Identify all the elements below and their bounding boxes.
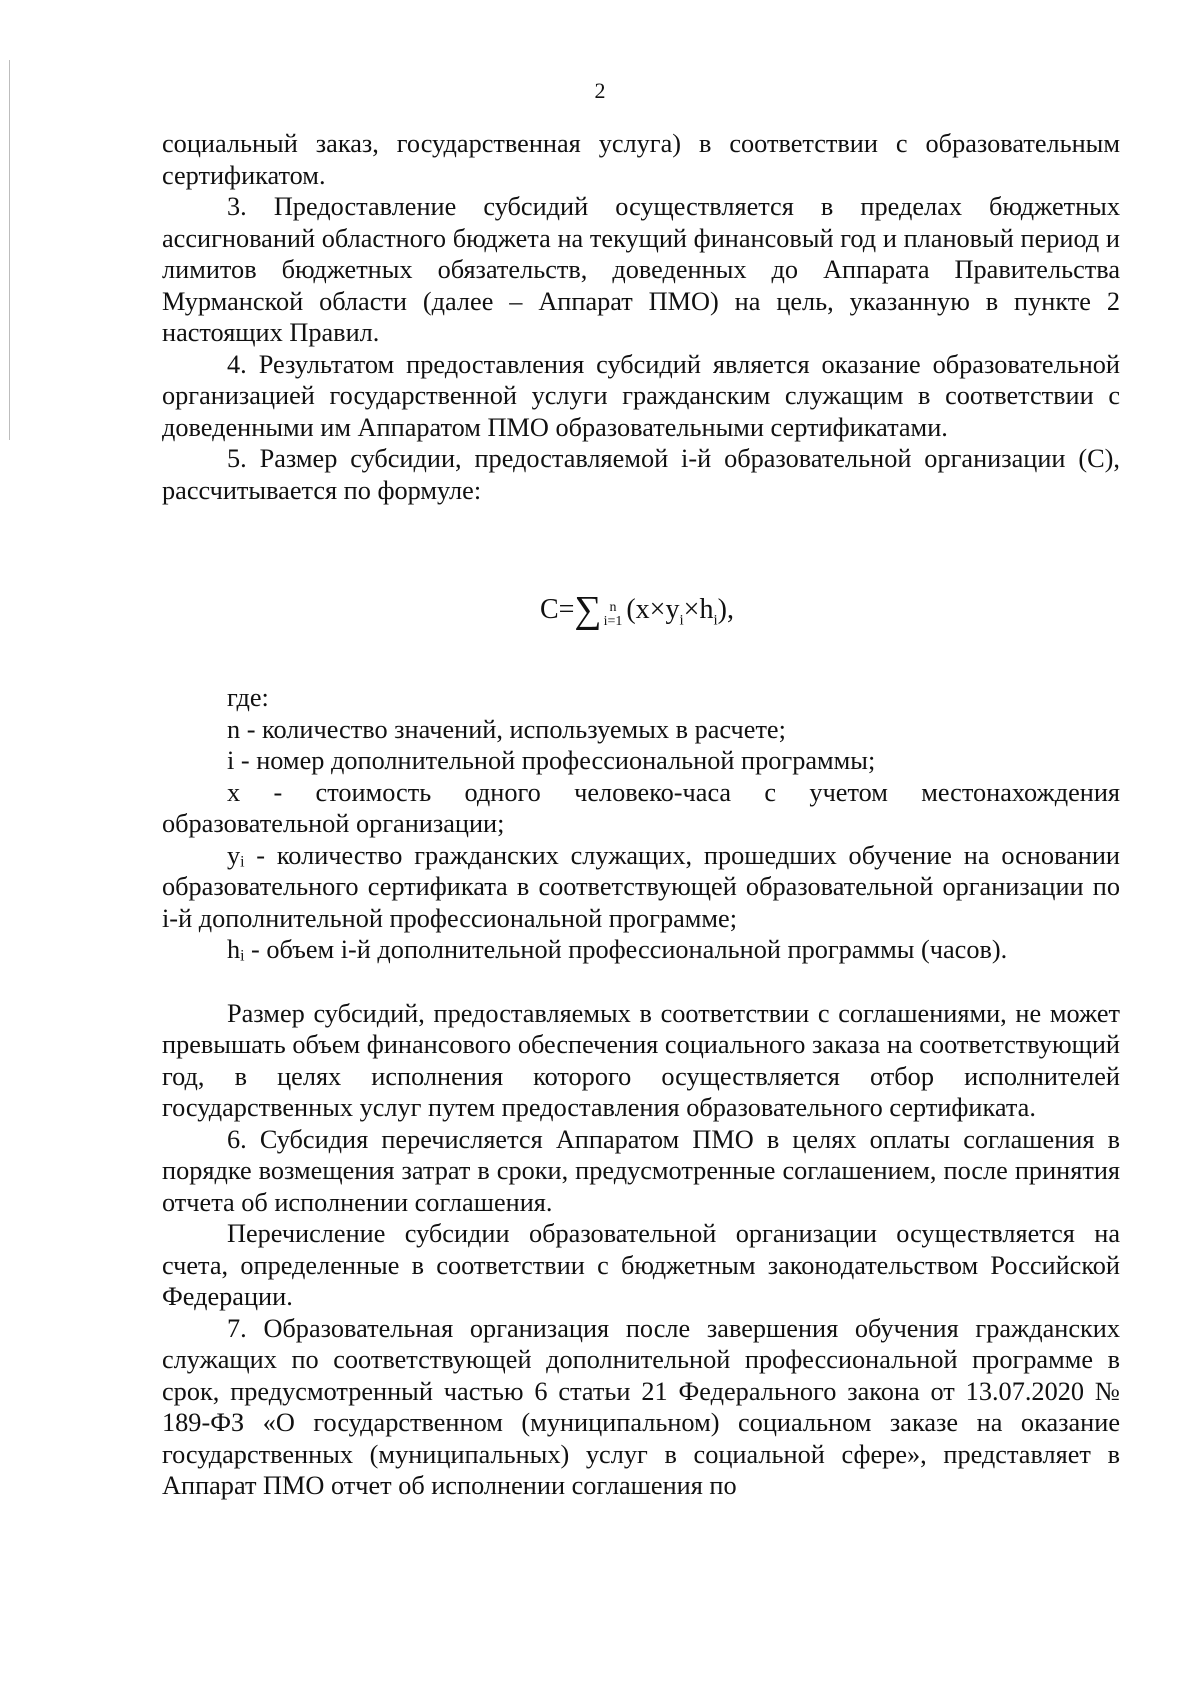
paragraph-continuation: социальный заказ, государственная услуга) в соответствии с образовательным сертификатом.: [162, 129, 1120, 190]
paragraph-6-transfer: Перечисление субсидии образовательной организации осуществляется на счета, определенные в соответствии с бюджетным законодательством Российской Федерации.: [162, 1219, 1120, 1311]
top-text-block: [162, 128, 1120, 506]
where-label: где:: [227, 683, 269, 712]
paragraph-4: 4. Результатом предоставления субсидий является оказание образовательной организацией государственной услуги гражданским служащим в соответствии с доведенными им Аппаратом ПМО образовательными сертификатами.: [162, 349, 1120, 442]
definition-y: yᵢ - количество гражданских служащих, прошедших обучение на основании образовательного сертификата в соответствующей образовательной организации по i-й дополнительной профессиональной программе;: [162, 840, 1120, 933]
scan-edge-line: [9, 60, 10, 440]
where-definitions: [162, 682, 1120, 1502]
formula-lhs: C=: [540, 594, 575, 625]
definition-x: x - стоимость одного человеко-часа с учетом местонахождения образовательной организации;: [162, 777, 1120, 838]
paragraph-5: 5. Размер субсидии, предоставляемой i-й образовательной организации (С), рассчитывается по формуле:: [162, 444, 1120, 505]
definition-n: n - количество значений, используемых в расчете;: [227, 714, 786, 744]
sum-limits: [604, 601, 623, 629]
formula-subscript-2: i: [713, 612, 718, 629]
page-number: 2: [594, 78, 606, 103]
definition-i: i - номер дополнительной профессиональной программы;: [227, 746, 876, 775]
paragraph-3: 3. Предоставление субсидий осуществляется в пределах бюджетных ассигнований областного бюджета на текущий финансовый год и плановый период и лимитов бюджетных обязательств, доведенных до Аппарата Правительства Мурманской области (далее – Аппарат ПМО) на цель, указанную в пункте 2 настоящих Правил.: [162, 192, 1120, 347]
subsidy-formula: [540, 590, 734, 641]
paragraph-7: 7. Образовательная организация после завершения обучения гражданских служащих по соответствующей дополнительной профессиональной программе в срок, предусмотренный частью 6 статьи 21 Федерального закона от 13.07.2020 № 189-ФЗ «О государственном (муниципальном) социальном заказе на оказание государственных (муниципальных) услуг в социальной сфере», представляет в Аппарат ПМО отчет об исполнении соглашения по: [162, 1313, 1120, 1500]
formula-body-mid: ×h: [683, 594, 714, 625]
paragraph-subsidy-size: Размер субсидий, предоставляемых в соответствии с соглашениями, не может превышать объем финансового обеспечения социального заказа на соответствующий год, в целях исполнения которого осуществляется отбор исполнителей государственных услуг путем предоставления образовательного сертификата.: [162, 998, 1120, 1122]
formula-body-close: ),: [717, 594, 734, 625]
spacer: [162, 966, 1120, 998]
sum-upper-limit: n: [609, 600, 617, 615]
definition-h: hᵢ - объем i-й дополнительной профессиональной программы (часов).: [227, 935, 1008, 964]
paragraph-6: 6. Субсидия перечисляется Аппаратом ПМО в целях оплаты соглашения в порядке возмещения затрат в сроки, предусмотренные соглашением, после принятия отчета об исполнении соглашения.: [162, 1124, 1120, 1217]
formula-body-open: (x×y: [626, 594, 680, 625]
sum-lower-limit: i=1: [603, 614, 623, 629]
sum-symbol: ∑: [574, 589, 602, 631]
formula-subscript-1: i: [679, 612, 684, 629]
